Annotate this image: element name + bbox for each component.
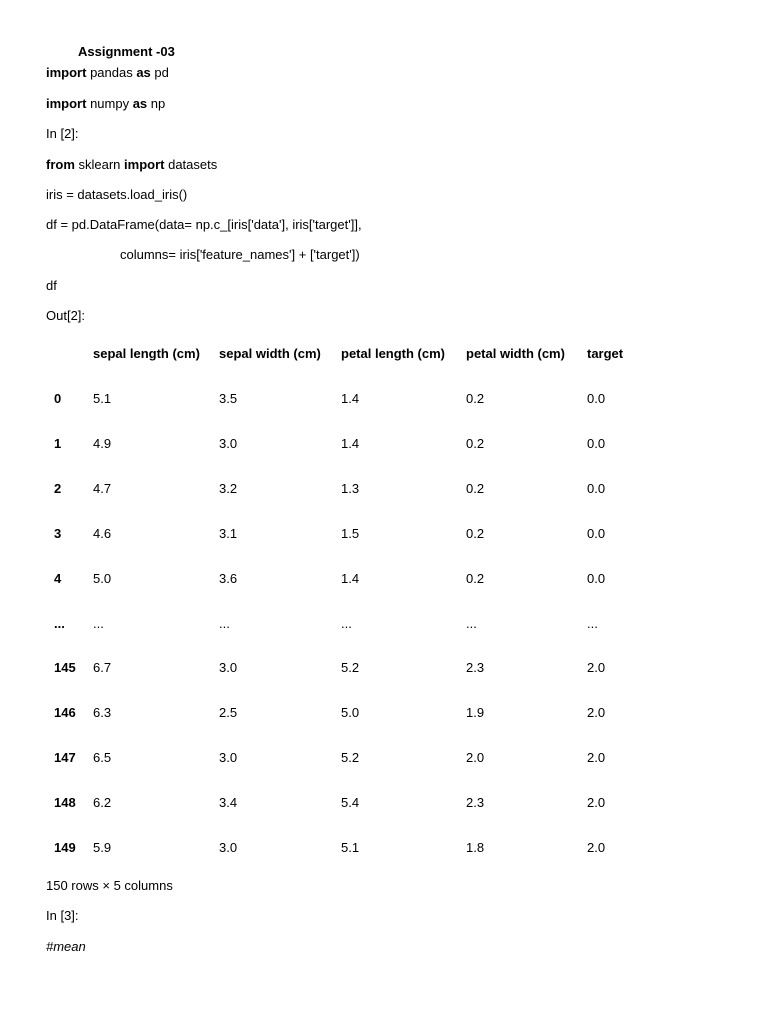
table-cell: ... [219, 616, 230, 631]
column-header: target [587, 346, 624, 361]
table-row-ellipsis [0, 616, 768, 632]
table-cell: 3.0 [219, 750, 238, 765]
table-row [0, 660, 768, 676]
table-cell: 1.5 [341, 526, 360, 541]
table-cell: 0.2 [466, 481, 485, 496]
table-cell: 6.2 [93, 795, 112, 810]
table-row [0, 436, 768, 452]
table-cell: 0.0 [587, 526, 606, 541]
table-row [0, 795, 768, 811]
table-cell: 0.2 [466, 436, 485, 451]
table-cell: 0.0 [587, 571, 606, 586]
table-cell: 1.3 [341, 481, 360, 496]
table-row [0, 705, 768, 721]
row-index: 4 [54, 571, 62, 586]
table-cell: 5.4 [341, 795, 360, 810]
table-cell: 2.0 [587, 705, 606, 720]
row-index: 0 [54, 391, 62, 406]
row-index: 1 [54, 436, 62, 451]
table-cell: ... [93, 616, 104, 631]
table-row [0, 526, 768, 542]
table-cell: 3.1 [219, 526, 238, 541]
keyword: import [46, 65, 87, 80]
table-cell: 5.0 [341, 705, 360, 720]
column-header: petal width (cm) [466, 346, 565, 361]
table-cell: 0.0 [587, 391, 606, 406]
table-cell: 1.8 [466, 840, 485, 855]
keyword: from [46, 157, 75, 172]
document-title: Assignment -03 [78, 44, 175, 59]
table-cell: 2.3 [466, 795, 485, 810]
row-index: 147 [54, 750, 76, 765]
table-cell: 3.4 [219, 795, 238, 810]
code-line-from-sklearn [46, 157, 217, 173]
table-cell: 2.0 [587, 795, 606, 810]
table-cell: 0.0 [587, 436, 606, 451]
table-cell: 2.0 [587, 750, 606, 765]
column-header: sepal width (cm) [219, 346, 321, 361]
code-line-load-iris: iris = datasets.load_iris() [46, 187, 188, 202]
table-cell: 2.0 [587, 660, 606, 675]
table-cell: 5.0 [93, 571, 112, 586]
code-line-df: df [46, 278, 57, 293]
code-line-dataframe: df = pd.DataFrame(data= np.c_[iris['data'], iris['target']], [46, 217, 362, 232]
row-index: ... [54, 616, 65, 631]
code-text: pd [150, 65, 169, 80]
table-cell: 0.0 [587, 481, 606, 496]
table-cell: 5.1 [93, 391, 112, 406]
table-cell: ... [466, 616, 477, 631]
code-text: pandas [86, 65, 137, 80]
table-cell: 4.7 [93, 481, 112, 496]
keyword: import [46, 96, 87, 111]
output-prompt-2: Out[2]: [46, 308, 86, 323]
table-cell: ... [341, 616, 352, 631]
keyword: as [132, 96, 148, 111]
table-cell: 5.2 [341, 660, 360, 675]
table-cell: 5.2 [341, 750, 360, 765]
table-cell: 1.4 [341, 391, 360, 406]
table-cell: 2.3 [466, 660, 485, 675]
code-comment-mean: #mean [46, 939, 86, 954]
table-cell: 3.0 [219, 840, 238, 855]
code-line-import-pandas [46, 65, 169, 81]
table-cell: 3.2 [219, 481, 238, 496]
table-row [0, 481, 768, 497]
table-row [0, 840, 768, 856]
row-index: 149 [54, 840, 76, 855]
code-line-import-numpy [46, 96, 165, 112]
code-text: sklearn [74, 157, 125, 172]
table-cell: 2.5 [219, 705, 238, 720]
table-cell: 6.3 [93, 705, 112, 720]
table-row [0, 571, 768, 587]
row-index: 2 [54, 481, 62, 496]
table-row [0, 750, 768, 766]
table-cell: 1.4 [341, 436, 360, 451]
row-index: 145 [54, 660, 76, 675]
row-index: 148 [54, 795, 76, 810]
table-cell: 2.0 [466, 750, 485, 765]
table-cell: 0.2 [466, 391, 485, 406]
table-cell: ... [587, 616, 598, 631]
column-header: petal length (cm) [341, 346, 446, 361]
code-text: numpy [86, 96, 133, 111]
table-cell: 1.9 [466, 705, 485, 720]
table-cell: 5.9 [93, 840, 112, 855]
input-prompt-3: In [3]: [46, 908, 79, 923]
input-prompt-2: In [2]: [46, 126, 79, 141]
code-line-columns: columns= iris['feature_names'] + ['target']) [120, 247, 360, 262]
table-shape-note: 150 rows × 5 columns [46, 878, 173, 893]
column-header: sepal length (cm) [93, 346, 200, 361]
table-cell: 4.6 [93, 526, 112, 541]
table-cell: 4.9 [93, 436, 112, 451]
table-cell: 0.2 [466, 526, 485, 541]
table-cell: 3.0 [219, 660, 238, 675]
table-cell: 1.4 [341, 571, 360, 586]
code-text: datasets [164, 157, 218, 172]
table-cell: 3.0 [219, 436, 238, 451]
table-cell: 3.5 [219, 391, 238, 406]
row-index: 3 [54, 526, 62, 541]
table-row [0, 391, 768, 407]
table-cell: 0.2 [466, 571, 485, 586]
table-cell: 3.6 [219, 571, 238, 586]
table-cell: 5.1 [341, 840, 360, 855]
keyword: import [124, 157, 165, 172]
table-cell: 6.7 [93, 660, 112, 675]
keyword: as [136, 65, 151, 80]
row-index: 146 [54, 705, 76, 720]
table-cell: 6.5 [93, 750, 112, 765]
table-cell: 2.0 [587, 840, 606, 855]
code-text: np [147, 96, 166, 111]
